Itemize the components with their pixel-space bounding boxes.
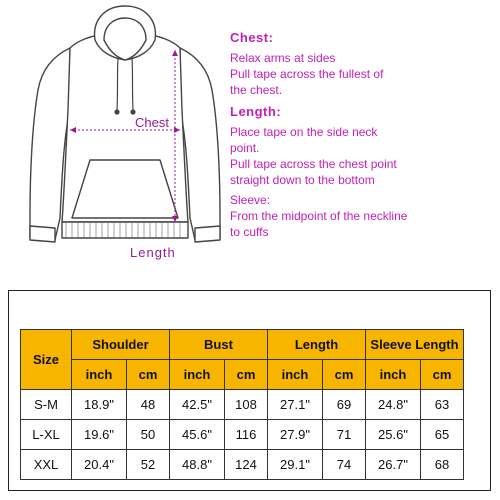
kangaroo-pocket (72, 160, 178, 218)
table-header-row (21, 330, 464, 360)
header-sleeve-length: Sleeve Length (366, 330, 464, 360)
size-cell: L-XL (21, 420, 72, 450)
length-note-line: point. (230, 141, 260, 155)
length-note-line: straight down to the bottom (230, 173, 375, 187)
measurement-notes (230, 30, 495, 240)
length-note-line: Place tape on the side neck (230, 125, 378, 139)
table-row (21, 390, 464, 420)
table-row (21, 420, 464, 450)
table-cell: 52 (127, 450, 170, 480)
chest-label: Chest (135, 115, 169, 130)
subheader-inch: inch (366, 360, 421, 390)
table-cell: 50 (127, 420, 170, 450)
table-cell: 124 (225, 450, 268, 480)
table-cell: 19.6" (72, 420, 127, 450)
header-size: Size (21, 330, 72, 390)
subheader-inch: inch (72, 360, 127, 390)
table-cell: 69 (323, 390, 366, 420)
table-cell: 27.9" (268, 420, 323, 450)
table-cell: 26.7" (366, 450, 421, 480)
subheader-inch: inch (170, 360, 225, 390)
sleeve-note-line: to cuffs (230, 225, 269, 239)
table-cell: 18.9" (72, 390, 127, 420)
header-length: Length (268, 330, 366, 360)
table-cell: 48 (127, 390, 170, 420)
size-chart-table (20, 329, 464, 480)
subheader-cm: cm (127, 360, 170, 390)
subheader-inch: inch (268, 360, 323, 390)
table-cell: 68 (421, 450, 464, 480)
drawstring-right (132, 58, 133, 110)
table-cell: 27.1" (268, 390, 323, 420)
table-cell: 45.6" (170, 420, 225, 450)
table-cell: 42.5" (170, 390, 225, 420)
table-cell: 20.4" (72, 450, 127, 480)
header-bust: Bust (170, 330, 268, 360)
table-cell: 65 (421, 420, 464, 450)
sleeve-note-line: From the midpoint of the neckline (230, 209, 408, 223)
length-note-line: Pull tape across the chest point (230, 157, 397, 171)
subheader-cm: cm (323, 360, 366, 390)
table-cell: 63 (421, 390, 464, 420)
right-cuff (195, 226, 220, 242)
table-cell: 74 (323, 450, 366, 480)
table-cell: 108 (225, 390, 268, 420)
table-subheader-row (21, 360, 464, 390)
size-cell: XXL (21, 450, 72, 480)
subheader-cm: cm (225, 360, 268, 390)
size-cell: S-M (21, 390, 72, 420)
chest-note-line: Pull tape across the fullest of (230, 67, 384, 81)
left-cuff (30, 226, 55, 242)
subheader-cm: cm (421, 360, 464, 390)
hoodie-illustration (0, 0, 230, 270)
table-cell: 116 (225, 420, 268, 450)
sleeve-heading: Sleeve: (230, 193, 271, 207)
table-cell: 24.8" (366, 390, 421, 420)
length-heading: Length: (230, 104, 282, 119)
waistband (62, 222, 188, 238)
size-chart-frame (8, 290, 491, 491)
chest-note-line: the chest. (230, 83, 283, 97)
table-row (21, 450, 464, 480)
chest-note-line: Relax arms at sides (230, 51, 336, 65)
length-label: Length (130, 245, 176, 260)
table-cell: 25.6" (366, 420, 421, 450)
chest-heading: Chest: (230, 30, 274, 45)
table-cell: 48.8" (170, 450, 225, 480)
header-shoulder: Shoulder (72, 330, 170, 360)
table-cell: 29.1" (268, 450, 323, 480)
drawstring-left (117, 58, 118, 110)
table-cell: 71 (323, 420, 366, 450)
